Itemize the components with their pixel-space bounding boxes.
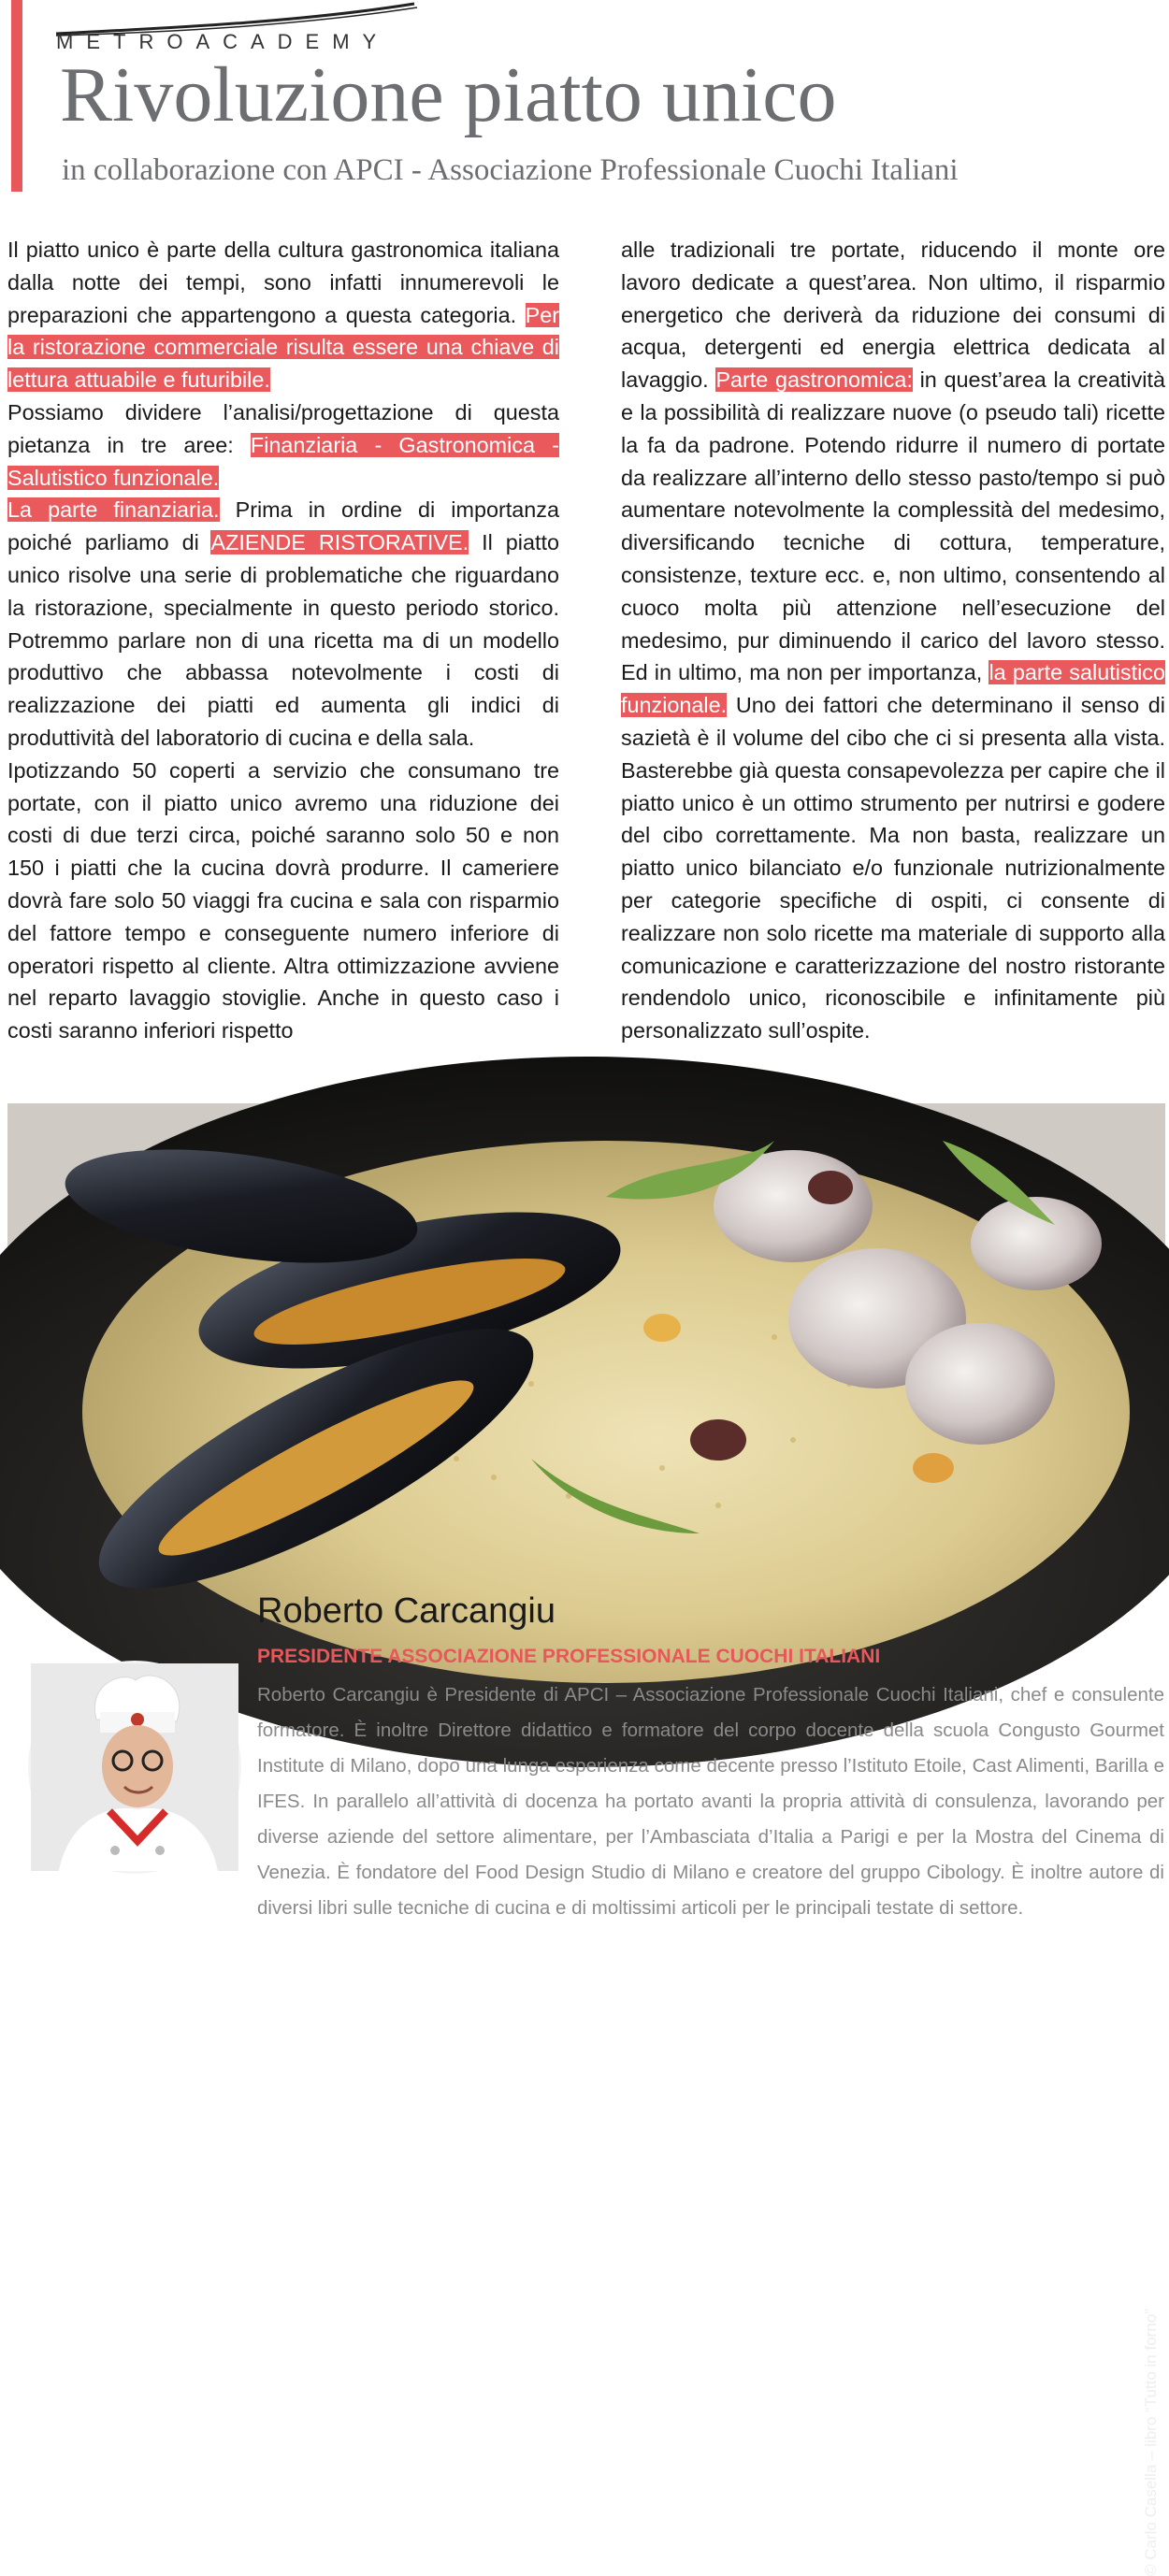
paragraph: Ipotizzando 50 coperti a servizio che consumano tre portate, con il piatto unico avremo una riduzione dei costi di due terzi circa, poiché saranno solo 50 e non 150 i piatti che la cucina dovrà produrre. Il cameriere dovrà fare solo 50 viaggi fra cucina e sala con risparmio del fattore tempo e conseguente numero inferiore di operatori rispetto al cliente. Altra ottimizzazione avviene nel reparto lavaggio stoviglie. Anche in questo caso i costi saranno inferiori rispetto: [7, 757, 559, 1043]
author-name: Roberto Carcangiu: [257, 1591, 556, 1631]
logo-text: METROACADEMY: [56, 30, 390, 53]
highlight: Per la ristorazione commerciale risulta essere una chiave di lettura attuabile e futuribile.: [7, 302, 559, 393]
article-column-right: [621, 234, 1165, 1047]
article-column-left: [7, 234, 559, 1047]
author-avatar: [28, 1661, 241, 1874]
photo-credit: © Carlo Casella – libro “Tutto in forno”: [1142, 2309, 1160, 2576]
paragraph: La parte finanziaria. Prima in ordine di importanza poiché parliamo di AZIENDE RISTORATIVE. Il piatto unico risolve una serie di problematiche che riguardano la ristorazione, specialmente in questo periodo storico. Potremmo parlare non di una ricetta ma di un modello produttivo che abbassa notevolmente i costi di realizzazione dei piatti ed aumenta gli indici di produttività del laboratorio di cucina e della sala.: [7, 497, 560, 750]
page-title: Rivoluzione piatto unico: [60, 51, 837, 138]
accent-bar: [11, 0, 22, 192]
dish-illustration: [7, 1103, 1165, 1533]
page-subtitle: in collaborazione con APCI - Associazione Professionale Cuochi Italiani: [62, 153, 959, 187]
paragraph: alle tradizionali tre portate, riducendo il monte ore lavoro dedicate a quest’area. Non ultimo, il risparmio energetico che deriverà da riduzione dei consumi di acqua, detergenti ed energia elettrica dedicata al lavaggio. Parte gastronomica: in quest’area la creatività e la possibilità di realizzare nuove (o pseudo tali) ricette la fa da padrone. Potendo ridurre il numero di portate da realizzare all’interno dello stesso pasto/tempo si può aumentare notevolmente la complessità del medesimo, diversificando tecniche di cottura, temperature, consistenze, texture ecc. e, non ultimo, consentendo al cuoco molta più attenzione nell’esecuzione del medesimo, pur diminuendo il carico del lavoro stesso. Ed in ultimo, ma non per importanza, la parte salutistico funzionale. Uno dei fattori che determinano il senso di sazietà è il volume del cibo che ci si presenta alla vista. Basterebbe già questa consapevolezza per capire che il piatto unico è un ottimo strumento per nutrirsi e godere del cibo correttamente. Ma non basta, realizzare un piatto unico bilanciato e/o funzionale nutrizionalmente per categorie specifiche di ospiti, ci consente di realizzare non solo ricette ma materiale di supporto alla comunicazione e caratterizzazione del nostro ristorante rendendolo unico, riconoscibile e infinitamente più personalizzato sull’ospite.: [621, 237, 1165, 1043]
author-role: PRESIDENTE ASSOCIAZIONE PROFESSIONALE CUOCHI ITALIANI: [257, 1646, 881, 1667]
paragraph: Il piatto unico è parte della cultura gastronomica italiana dalla notte dei tempi, sono infatti innumerevoli le preparazioni che appartengono a questa categoria. Per la ristorazione commerciale risulta essere una chiave di lettura attuabile e futuribile.: [7, 237, 559, 393]
highlight: Parte gastronomica:: [715, 367, 913, 393]
highlight: Finanziaria - Gastronomica - Salutistico funzionale.: [7, 432, 559, 490]
highlight: la parte salutistico funzionale.: [621, 660, 1165, 718]
highlight: La parte finanziaria.: [7, 497, 220, 523]
chef-portrait-icon: [31, 1663, 238, 1871]
author-bio: Roberto Carcangiu è Presidente di APCI – Associazione Professionale Cuochi Italiani, chef e consulente formatore. È inoltre Direttore didattico e formatore del corpo docente della scuola Congusto Gourmet Institute di Milano, dopo una lunga esperienza come decente presso l’Istituto Etoile, Cast Alimenti, Barilla e IFES. In parallelo all’attività di docenza ha portato avanti la propria attività di consulenza, lavorando per diverse aziende del settore alimentare, per l’Ambasciata d’Italia a Parigi e per la Mostra del Cinema di Venezia. È fondatore del Food Design Studio di Milano e creatore del gruppo Cibology. È inoltre autore di diversi libri sulle tecniche di cucina e di moltissimi articoli per le principali testate di settore.: [257, 1684, 1164, 1919]
highlight: AZIENDE RISTORATIVE.: [210, 530, 469, 555]
paragraph: Possiamo dividere l’analisi/progettazione di questa pietanza in tre aree: Finanziaria - Gastronomica - Salutistico funzionale.: [7, 399, 559, 490]
